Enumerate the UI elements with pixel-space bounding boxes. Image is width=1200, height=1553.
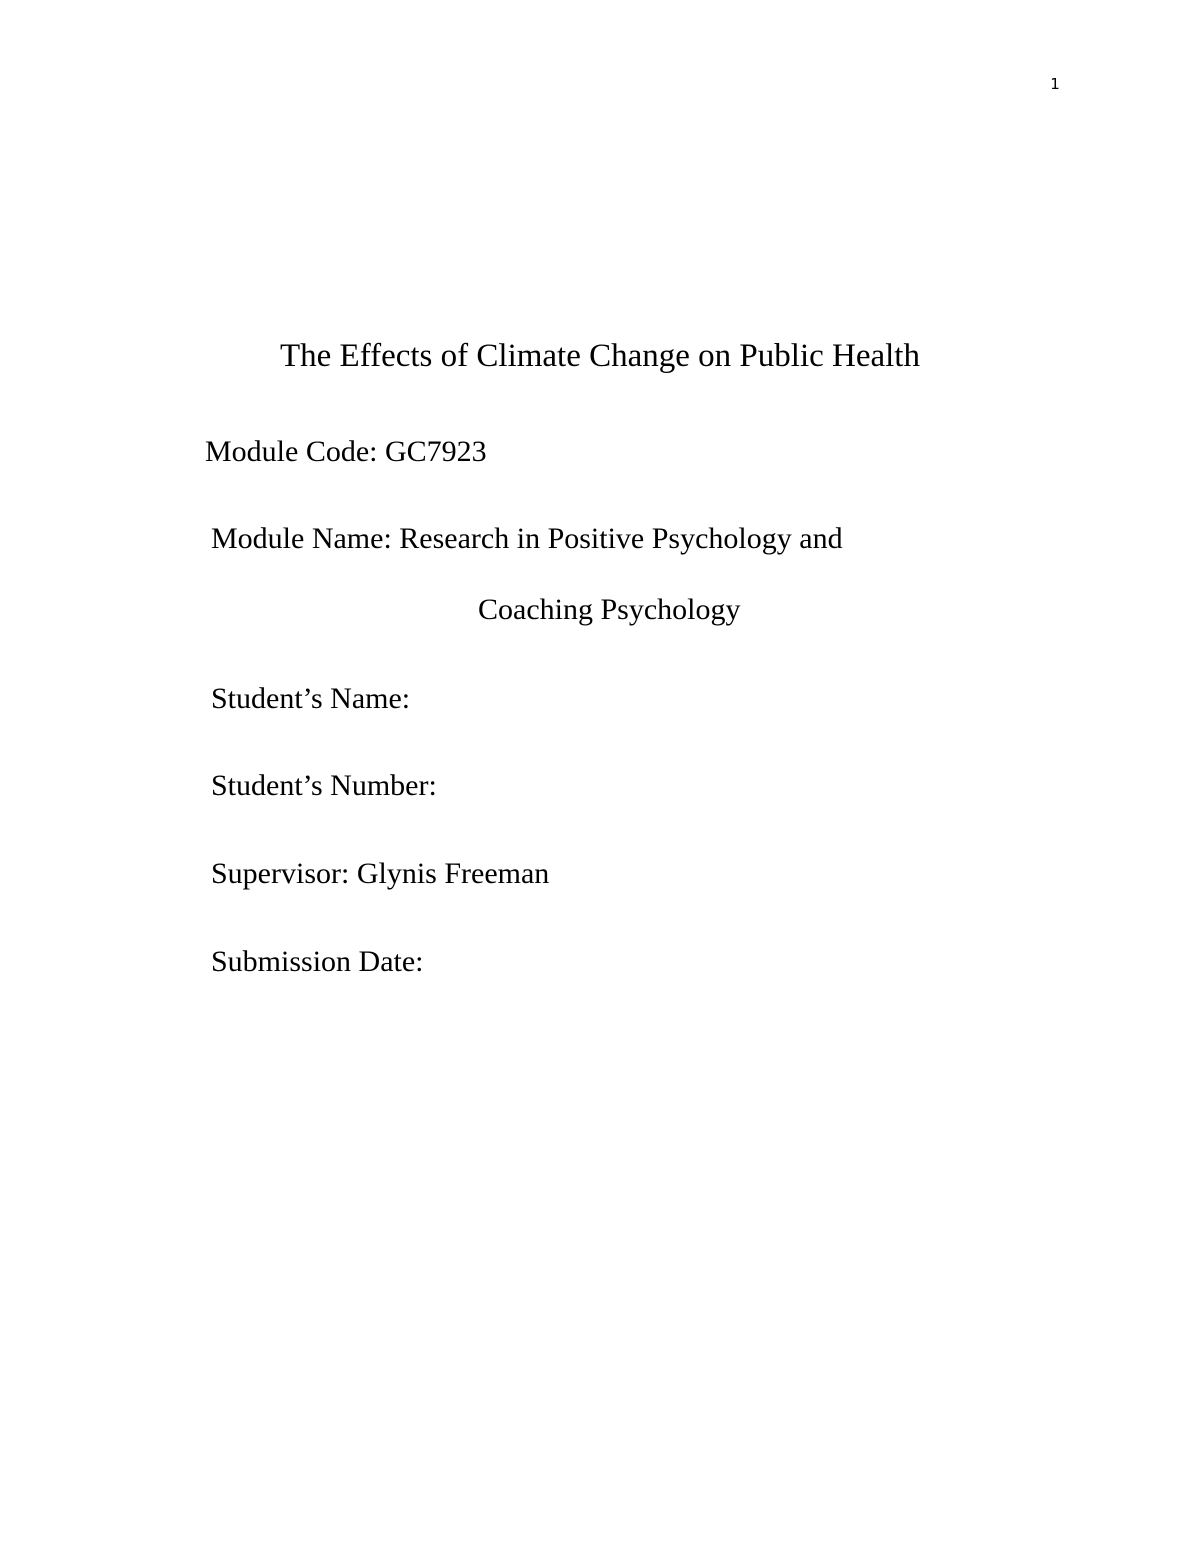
module-code: Module Code: GC7923 <box>205 435 487 468</box>
module-name-line-1: Module Name: Research in Positive Psychology and <box>211 522 843 555</box>
page-number: 1 <box>1050 75 1060 93</box>
student-number-label: Student’s Number: <box>211 769 437 802</box>
module-name-line-2: Coaching Psychology <box>478 593 741 626</box>
submission-date-label: Submission Date: <box>211 945 424 978</box>
document-title: The Effects of Climate Change on Public Health <box>280 338 920 374</box>
supervisor: Supervisor: Glynis Freeman <box>211 857 550 890</box>
student-name-label: Student’s Name: <box>211 682 411 715</box>
